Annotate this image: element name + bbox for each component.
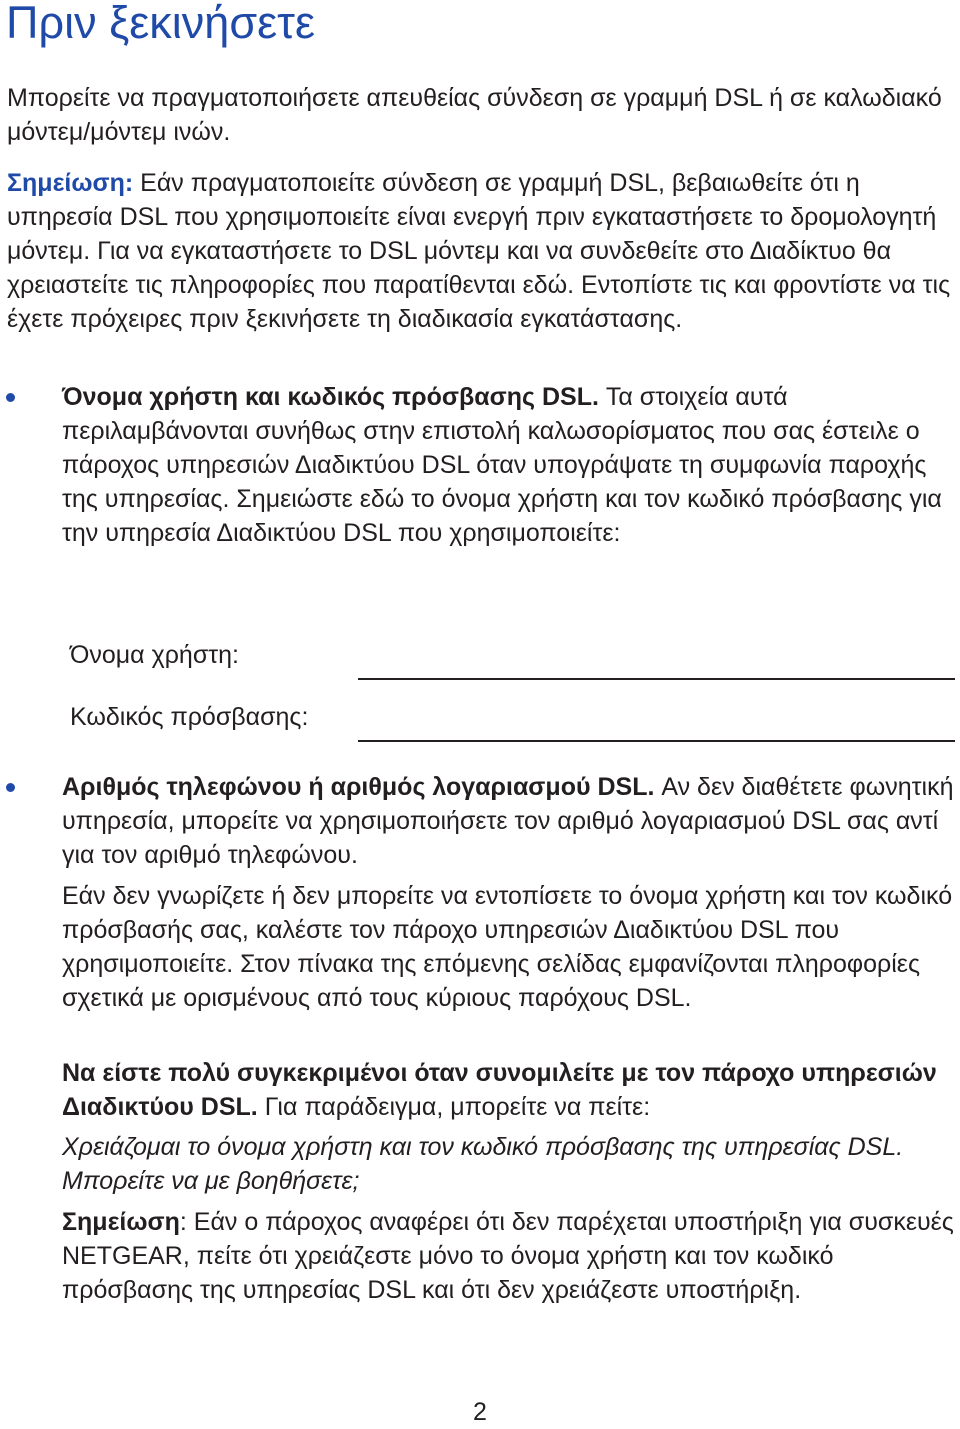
password-label: Κωδικός πρόσβασης: xyxy=(70,703,309,731)
note-text: Εάν πραγματοποιείτε σύνδεση σε γραμμή DSL, βεβαιωθείτε ότι η υπηρεσία DSL που χρησιμοποιείτε είναι ενεργή πριν εγκαταστήσετε το δρομολογητή μόντεμ. Για να εγκαταστήσετε το DSL μόντεμ και να συνδεθείτε στο Διαδίκτυο θα χρειαστείτε τις πληροφορίες που παρατίθενται εδώ. Εντοπίστε τις και φροντίστε να τις έχετε πρόχειρες πριν ξεκινήσετε τη διαδικασία εγκατάστασης. xyxy=(7,169,951,333)
username-field[interactable] xyxy=(358,678,955,680)
password-field[interactable] xyxy=(358,740,955,742)
credentials-text: Τα στοιχεία αυτά περιλαμβάνονται συνήθως στην επιστολή καλωσορίσματος που σας έστειλε ο πάροχος υπηρεσιών Διαδικτύου DSL όταν υπογράψατε τη συμφωνία παροχής της υπηρεσίας. Σημειώστε εδώ το όνομα χρήστη και τον κωδικό πρόσβασης για την υπηρεσία Διαδικτύου DSL που χρησιμοποιείτε: xyxy=(62,383,942,547)
credentials-bullet xyxy=(62,380,957,550)
bullet-icon xyxy=(6,783,15,792)
credentials-heading: Όνομα χρήστη και κωδικός πρόσβασης DSL. xyxy=(62,383,599,411)
be-specific-heading: Να είστε πολύ συγκεκριμένοι όταν συνομιλείτε με τον πάροχο υπηρεσιών Διαδικτύου DSL. xyxy=(62,1059,937,1121)
be-specific-paragraph xyxy=(62,1056,957,1124)
note-paragraph xyxy=(7,166,957,336)
page-title: Πριν ξεκινήσετε xyxy=(6,0,316,48)
example-quote: Χρειάζομαι το όνομα χρήστη και τον κωδικό πρόσβασης της υπηρεσίας DSL. Μπορείτε να με βοηθήσετε; xyxy=(62,1133,904,1195)
bullet-icon xyxy=(6,393,15,402)
phone-text: Αν δεν διαθέτετε φωνητική υπηρεσία, μπορείτε να χρησιμοποιήσετε τον αριθμό λογαριασμού DSL σας αντί για τον αριθμό τηλεφώνου. xyxy=(62,773,954,869)
be-specific-text: Για παράδειγμα, μπορείτε να πείτε: xyxy=(257,1093,651,1121)
page-number: 2 xyxy=(473,1398,487,1426)
unknown-credentials-paragraph: Εάν δεν γνωρίζετε ή δεν μπορείτε να εντοπίσετε το όνομα χρήστη και τον κωδικό πρόσβασής σας, καλέστε τον πάροχο υπηρεσιών Διαδικτύου DSL που χρησιμοποιείτε. Στον πίνακα της επόμενης σελίδας εμφανίζονται πληροφορίες σχετικά με ορισμένους από τους κύριους παρόχους DSL. xyxy=(62,882,953,1012)
intro-paragraph: Μπορείτε να πραγματοποιήσετε απευθείας σύνδεση σε γραμμή DSL ή σε καλωδιακό μόντεμ/μόντεμ ινών. xyxy=(7,84,942,146)
note-label: Σημείωση: xyxy=(7,169,134,197)
netgear-note-text: : Εάν ο πάροχος αναφέρει ότι δεν παρέχεται υποστήριξη για συσκευές NETGEAR, πείτε ότι χρειάζεστε μόνο το όνομα χρήστη και τον κωδικό πρόσβασης της υπηρεσίας DSL και ότι δεν χρειάζεστε υποστήριξη. xyxy=(62,1208,954,1304)
netgear-note-label: Σημείωση xyxy=(62,1208,180,1236)
username-label: Όνομα χρήστη: xyxy=(70,641,239,669)
phone-heading: Αριθμός τηλεφώνου ή αριθμός λογαριασμού DSL. xyxy=(62,773,655,801)
phone-bullet xyxy=(62,770,957,872)
netgear-note-paragraph xyxy=(62,1205,957,1307)
